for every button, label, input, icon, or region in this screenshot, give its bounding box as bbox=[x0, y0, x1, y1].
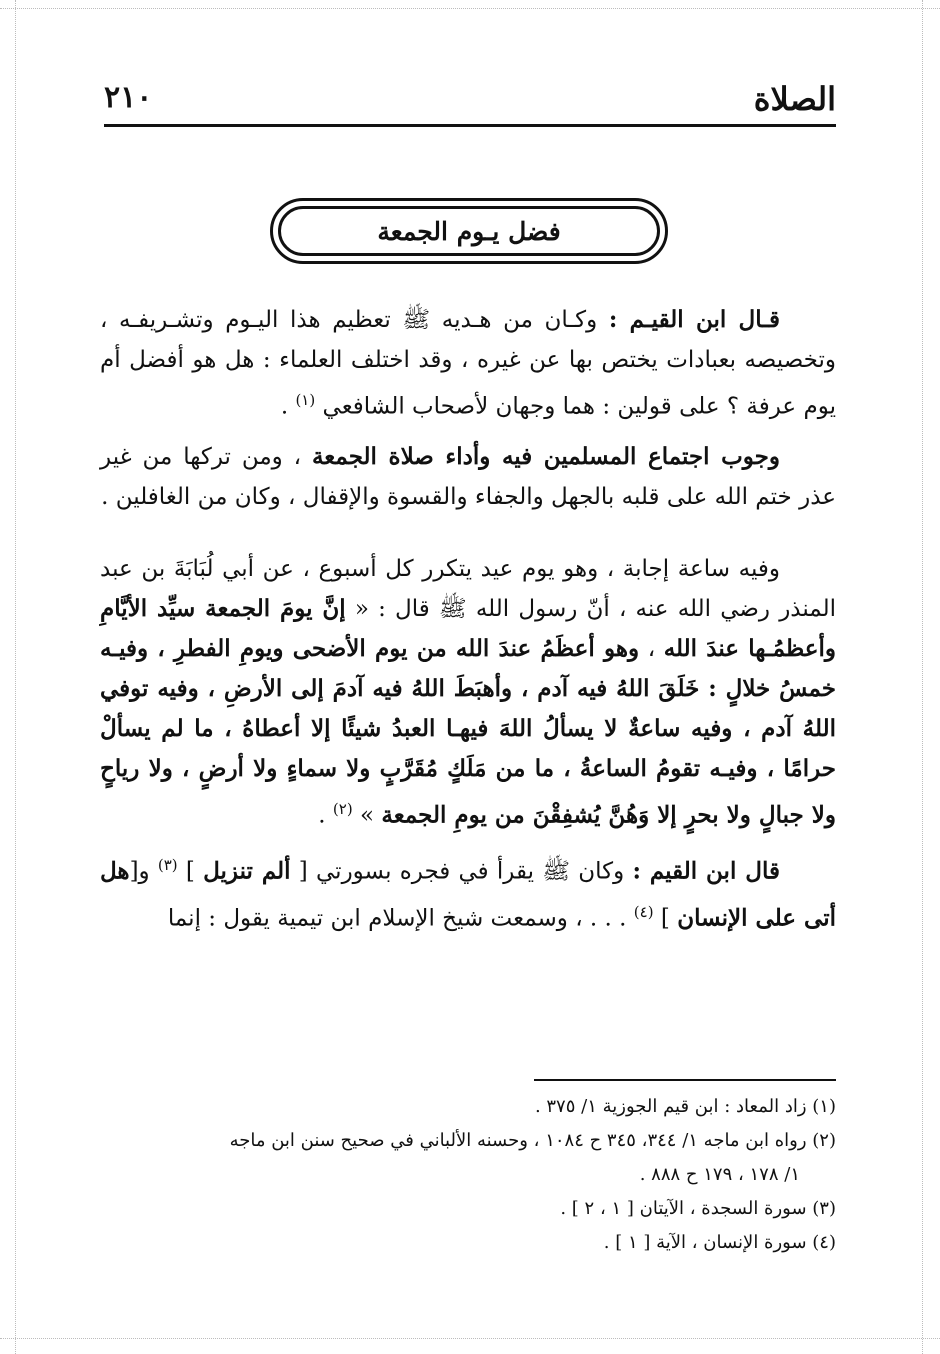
paragraph-2 bbox=[100, 437, 836, 517]
footnote-2-continued: ١/ ١٧٨ ، ١٧٩ ح ٨٨٨ . bbox=[639, 1164, 800, 1185]
paragraph-4-text-b: ] bbox=[185, 858, 204, 885]
paragraph-2-text: ، ومن تركها من غير عذر ختم الله على قلبه بالجهل والجفاء والقسوة والإقفال ، وكان من الغافلين . bbox=[100, 443, 836, 510]
paragraph-1-text: وكـان من هـديه ﷺ تعظيم هذا اليـوم وتشـريفـه ، وتخصيصه بعبادات يختص بها عن غيره ، وقد اختلف العلماء : هل هو أفضل أم يوم عرفة ؟ على قولين : هما وجهان لأصحاب الشافعي bbox=[100, 307, 836, 420]
body-text bbox=[100, 300, 836, 939]
hadith-text-b: وهو أعظَمُ عندَ الله من يوم الأضحى ويومِ الفطرِ ، وفيـه خمسُ خلالٍ : خَلَقَ اللهُ فيه آدم ، وأهبَطَ اللهُ فيه آدمَ إلى الأرضِ ، وفيه توفي اللهُ آدم ، وفيه ساعةٌ لا يسألُ اللهَ فيهـا العبدُ شيئًا إلا أعطاهُ ، ما لم يسألْ حرامًا ، وفيـه تقومُ الساعةُ ، ما من مَلَكٍ مُقَرَّبٍ ولا سماءٍ ولا أرضٍ ، ولا رياحٍ ولا جبالٍ ولا بحرٍ إلا وَهُنَّ يُشفِقْنَ من يومِ الجمعة bbox=[100, 634, 836, 829]
hadith-text-a: إنَّ يومَ الجمعة سيِّد الأيَّامِ وأعظمُـها عندَ الله bbox=[100, 594, 836, 662]
scan-guide-top bbox=[0, 8, 940, 9]
surah-name-2: هل أتى على الإنسان bbox=[100, 857, 836, 932]
chapter-title: فضل يـوم الجمعة bbox=[377, 216, 561, 246]
scan-guide-bottom bbox=[0, 1338, 940, 1339]
footnote-rule bbox=[534, 1079, 836, 1081]
paragraph-3-end: . bbox=[318, 802, 333, 829]
footnote-ref-1: (١) bbox=[295, 391, 316, 409]
footnotes bbox=[104, 1090, 836, 1260]
paragraph-4-text-d: ] bbox=[660, 905, 678, 932]
paragraph-4-text-a: وكان ﷺ يقرأ في فجره بسورتي [ bbox=[290, 858, 633, 885]
footnote-ref-2: (٢) bbox=[332, 799, 353, 818]
footnote-2: (٢) رواه ابن ماجه ١/ ٣٤٤، ٣٤٥ ح ١٠٨٤ ، وحسنه الألباني في صحيح سنن ابن ماجه bbox=[229, 1130, 836, 1151]
paragraph-4-text-c: و[ bbox=[129, 858, 158, 885]
paragraph-4-lead: قال ابن القيم : bbox=[632, 857, 780, 885]
page-header bbox=[104, 80, 836, 124]
footnote-ref-3: (٣) bbox=[157, 856, 178, 875]
footnote-1: (١) زاد المعاد : ابن قيم الجوزية ١/ ٣٧٥ . bbox=[534, 1096, 836, 1117]
paragraph-1 bbox=[100, 300, 836, 427]
header-rule bbox=[104, 124, 836, 127]
page-number: ٢١٠ bbox=[104, 80, 153, 115]
footnote-4: (٤) سورة الإنسان ، الآية [ ١ ] . bbox=[603, 1232, 836, 1253]
paragraph-3 bbox=[100, 549, 836, 836]
paragraph-1-end: . bbox=[280, 393, 296, 420]
hadith-separator: ، bbox=[639, 635, 664, 662]
running-title: الصلاة bbox=[753, 80, 836, 118]
footnote-ref-4: (٤) bbox=[633, 902, 654, 921]
chapter-title-frame bbox=[270, 198, 668, 264]
surah-name-1: ألم تنزيل bbox=[203, 857, 291, 885]
paragraph-3-text: وفيه ساعة إجابة ، وهو يوم عيد يتكرر كل أسبوع ، عن أبي لُبَابَةَ بن عبد المنذر رضي الله عنه ، أنّ رسول الله ﷺ قال : « bbox=[100, 555, 837, 622]
footnote-3: (٣) سورة السجدة ، الآيتان [ ١ ، ٢ ] . bbox=[560, 1198, 836, 1219]
scan-guide-right bbox=[922, 0, 923, 1354]
paragraph-2-lead: وجوب اجتماع المسلمين فيه وأداء صلاة الجمعة bbox=[311, 442, 780, 470]
paragraph-4 bbox=[100, 845, 836, 938]
scan-guide-left bbox=[15, 0, 16, 1354]
hadith-close: » bbox=[360, 802, 382, 829]
paragraph-4-text-e: . . . ، وسمعت شيخ الإسلام ابن تيمية يقول : إنما bbox=[167, 905, 634, 932]
paragraph-1-lead: قـال ابن القيـم : bbox=[608, 306, 780, 333]
